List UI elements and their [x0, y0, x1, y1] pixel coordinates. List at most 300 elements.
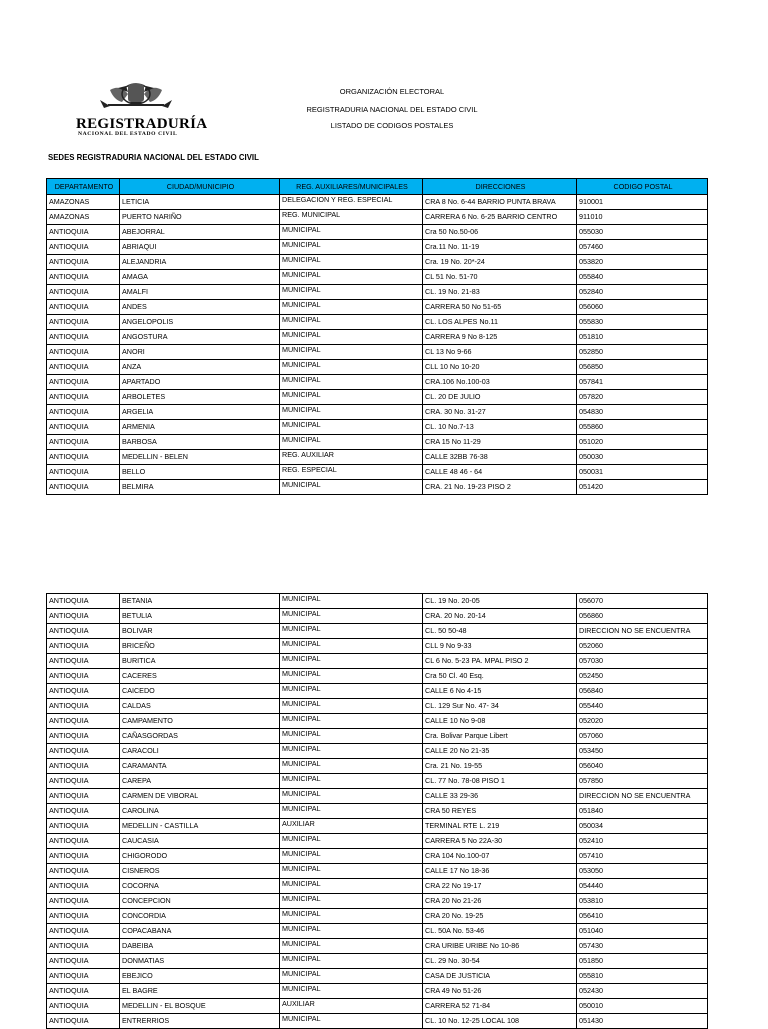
cell-departamento: ANTIOQUIA	[47, 669, 120, 684]
cell-direccion: Cra. Bolivar Parque Libert	[423, 729, 577, 744]
cell-registro: MUNICIPAL	[280, 240, 423, 255]
cell-registro: MUNICIPAL	[280, 684, 423, 699]
cell-departamento: ANTIOQUIA	[47, 924, 120, 939]
table-row	[47, 345, 708, 360]
cell-registro: MUNICIPAL	[280, 300, 423, 315]
cell-ciudad: ARBOLETES	[120, 390, 280, 405]
table-row	[47, 195, 708, 210]
table-row	[47, 330, 708, 345]
table-row	[47, 420, 708, 435]
cell-registro: REG. ESPECIAL	[280, 465, 423, 480]
cell-ciudad: PUERTO NARIÑO	[120, 210, 280, 225]
cell-departamento: ANTIOQUIA	[47, 285, 120, 300]
table-row	[47, 774, 708, 789]
cell-codigo-postal: 054440	[577, 879, 708, 894]
cell-ciudad: ARGELIA	[120, 405, 280, 420]
cell-direccion: CALLE 20 No 21-35	[423, 744, 577, 759]
header-codigo-postal: CODIGO POSTAL	[577, 179, 708, 195]
cell-direccion: CARRERA 52 71-84	[423, 999, 577, 1014]
cell-departamento: ANTIOQUIA	[47, 345, 120, 360]
table-row	[47, 594, 708, 609]
cell-departamento: ANTIOQUIA	[47, 819, 120, 834]
cell-codigo-postal: 056860	[577, 609, 708, 624]
table-row	[47, 300, 708, 315]
cell-ciudad: ANGELOPOLIS	[120, 315, 280, 330]
table-row	[47, 684, 708, 699]
table-row	[47, 609, 708, 624]
cell-codigo-postal: 052020	[577, 714, 708, 729]
cell-ciudad: ALEJANDRIA	[120, 255, 280, 270]
cell-ciudad: CALDAS	[120, 699, 280, 714]
cell-direccion: CRA 20 No. 19-25	[423, 909, 577, 924]
table-row	[47, 984, 708, 999]
cell-departamento: ANTIOQUIA	[47, 744, 120, 759]
cell-ciudad: CAICEDO	[120, 684, 280, 699]
cell-ciudad: AMAGA	[120, 270, 280, 285]
cell-ciudad: CAÑASGORDAS	[120, 729, 280, 744]
cell-codigo-postal: 911010	[577, 210, 708, 225]
cell-ciudad: ARMENIA	[120, 420, 280, 435]
table-row	[47, 729, 708, 744]
cell-registro: MUNICIPAL	[280, 789, 423, 804]
table-row	[47, 759, 708, 774]
cell-departamento: ANTIOQUIA	[47, 360, 120, 375]
table-row	[47, 270, 708, 285]
table-row	[47, 255, 708, 270]
cell-ciudad: ABEJORRAL	[120, 225, 280, 240]
cell-direccion: CRA. 21 No. 19-23 PISO 2	[423, 480, 577, 495]
cell-direccion: CALLE 6 No 4-15	[423, 684, 577, 699]
cell-direccion: CL. 129 Sur No. 47- 34	[423, 699, 577, 714]
cell-direccion: CL 51 No. 51-70	[423, 270, 577, 285]
cell-codigo-postal: 056060	[577, 300, 708, 315]
cell-registro: MUNICIPAL	[280, 864, 423, 879]
cell-departamento: ANTIOQUIA	[47, 999, 120, 1014]
cell-codigo-postal: DIRECCION NO SE ENCUENTRA	[577, 789, 708, 804]
cell-direccion: CRA 50 REYES	[423, 804, 577, 819]
cell-ciudad: AMALFI	[120, 285, 280, 300]
table-row	[47, 315, 708, 330]
cell-codigo-postal: 057430	[577, 939, 708, 954]
table-row	[47, 285, 708, 300]
cell-registro: MUNICIPAL	[280, 420, 423, 435]
cell-departamento: ANTIOQUIA	[47, 465, 120, 480]
table-row	[47, 834, 708, 849]
cell-registro: MUNICIPAL	[280, 1014, 423, 1029]
cell-registro: MUNICIPAL	[280, 774, 423, 789]
cell-codigo-postal: 051810	[577, 330, 708, 345]
cell-direccion: CL. LOS ALPES No.11	[423, 315, 577, 330]
cell-codigo-postal: DIRECCION NO SE ENCUENTRA	[577, 624, 708, 639]
cell-departamento: ANTIOQUIA	[47, 480, 120, 495]
table-row	[47, 879, 708, 894]
cell-ciudad: MEDELLIN - CASTILLA	[120, 819, 280, 834]
cell-codigo-postal: 055030	[577, 225, 708, 240]
cell-ciudad: CACERES	[120, 669, 280, 684]
logo-subtext: NACIONAL DEL ESTADO CIVIL	[78, 131, 178, 137]
cell-registro: MUNICIPAL	[280, 894, 423, 909]
cell-registro: MUNICIPAL	[280, 744, 423, 759]
cell-registro: MUNICIPAL	[280, 609, 423, 624]
cell-codigo-postal: 052850	[577, 345, 708, 360]
table-row	[47, 450, 708, 465]
cell-codigo-postal: 055440	[577, 699, 708, 714]
cell-registro: MUNICIPAL	[280, 270, 423, 285]
cell-registro: MUNICIPAL	[280, 939, 423, 954]
table-row	[47, 375, 708, 390]
table-row	[47, 939, 708, 954]
table-row	[47, 714, 708, 729]
cell-codigo-postal: 055830	[577, 315, 708, 330]
cell-departamento: ANTIOQUIA	[47, 330, 120, 345]
cell-registro: MUNICIPAL	[280, 849, 423, 864]
cell-direccion: CL. 10 No.7-13	[423, 420, 577, 435]
table-row	[47, 1014, 708, 1029]
cell-direccion: CASA DE JUSTICIA	[423, 969, 577, 984]
cell-direccion: CALLE 10 No 9-08	[423, 714, 577, 729]
cell-direccion: CL. 10 No. 12-25 LOCAL 108	[423, 1014, 577, 1029]
cell-registro: MUNICIPAL	[280, 594, 423, 609]
cell-ciudad: APARTADO	[120, 375, 280, 390]
cell-codigo-postal: 057060	[577, 729, 708, 744]
cell-ciudad: CAMPAMENTO	[120, 714, 280, 729]
cell-direccion: CARRERA 6 No. 6-25 BARRIO CENTRO	[423, 210, 577, 225]
cell-codigo-postal: 053050	[577, 864, 708, 879]
cell-registro: MUNICIPAL	[280, 345, 423, 360]
cell-departamento: ANTIOQUIA	[47, 375, 120, 390]
cell-codigo-postal: 056410	[577, 909, 708, 924]
cell-ciudad: ANDES	[120, 300, 280, 315]
table-row	[47, 744, 708, 759]
cell-departamento: ANTIOQUIA	[47, 225, 120, 240]
cell-departamento: ANTIOQUIA	[47, 969, 120, 984]
cell-departamento: ANTIOQUIA	[47, 729, 120, 744]
cell-direccion: CALLE 48 46 - 64	[423, 465, 577, 480]
cell-departamento: ANTIOQUIA	[47, 1014, 120, 1029]
cell-codigo-postal: 051840	[577, 804, 708, 819]
cell-departamento: ANTIOQUIA	[47, 300, 120, 315]
cell-codigo-postal: 053820	[577, 255, 708, 270]
table-row	[47, 210, 708, 225]
cell-registro: MUNICIPAL	[280, 699, 423, 714]
cell-codigo-postal: 052430	[577, 984, 708, 999]
cell-registro: MUNICIPAL	[280, 759, 423, 774]
table-row	[47, 624, 708, 639]
cell-registro: MUNICIPAL	[280, 375, 423, 390]
cell-codigo-postal: 050010	[577, 999, 708, 1014]
cell-direccion: CRA 104 No.100-07	[423, 849, 577, 864]
cell-direccion: CRA 22 No 19-17	[423, 879, 577, 894]
cell-ciudad: BRICEÑO	[120, 639, 280, 654]
cell-registro: MUNICIPAL	[280, 435, 423, 450]
cell-registro: MUNICIPAL	[280, 804, 423, 819]
cell-departamento: ANTIOQUIA	[47, 609, 120, 624]
cell-departamento: ANTIOQUIA	[47, 390, 120, 405]
cell-registro: DELEGACION Y REG. ESPECIAL	[280, 195, 423, 210]
cell-registro: AUXILIAR	[280, 999, 423, 1014]
cell-departamento: ANTIOQUIA	[47, 684, 120, 699]
cell-ciudad: CAREPA	[120, 774, 280, 789]
cell-direccion: CRA.106 No.100-03	[423, 375, 577, 390]
cell-ciudad: BETULIA	[120, 609, 280, 624]
cell-codigo-postal: 055860	[577, 420, 708, 435]
cell-ciudad: COCORNA	[120, 879, 280, 894]
cell-departamento: ANTIOQUIA	[47, 315, 120, 330]
cell-registro: MUNICIPAL	[280, 984, 423, 999]
table-header-row	[47, 179, 708, 195]
cell-codigo-postal: 052840	[577, 285, 708, 300]
cell-ciudad: MEDELLIN - BELEN	[120, 450, 280, 465]
cell-direccion: CL 6 No. 5-23 PA. MPAL PISO 2	[423, 654, 577, 669]
cell-registro: MUNICIPAL	[280, 480, 423, 495]
cell-direccion: CLL 10 No 10-20	[423, 360, 577, 375]
cell-departamento: ANTIOQUIA	[47, 255, 120, 270]
cell-departamento: ANTIOQUIA	[47, 435, 120, 450]
cell-ciudad: ABRIAQUI	[120, 240, 280, 255]
cell-departamento: ANTIOQUIA	[47, 594, 120, 609]
cell-departamento: ANTIOQUIA	[47, 714, 120, 729]
table-row	[47, 669, 708, 684]
cell-departamento: ANTIOQUIA	[47, 894, 120, 909]
cell-departamento: ANTIOQUIA	[47, 759, 120, 774]
cell-departamento: ANTIOQUIA	[47, 909, 120, 924]
document-title: SEDES REGISTRADURIA NACIONAL DEL ESTADO CIVIL	[48, 152, 259, 162]
cell-direccion: CARRERA 9 No 8-125	[423, 330, 577, 345]
cell-codigo-postal: 051420	[577, 480, 708, 495]
cell-ciudad: MEDELLIN - EL BOSQUE	[120, 999, 280, 1014]
cell-registro: MUNICIPAL	[280, 330, 423, 345]
table-row	[47, 360, 708, 375]
cell-departamento: ANTIOQUIA	[47, 939, 120, 954]
table-row	[47, 954, 708, 969]
cell-registro: MUNICIPAL	[280, 954, 423, 969]
cell-registro: MUNICIPAL	[280, 405, 423, 420]
cell-ciudad: CAUCASIA	[120, 834, 280, 849]
cell-codigo-postal: 056850	[577, 360, 708, 375]
cell-direccion: CL. 19 No. 21-83	[423, 285, 577, 300]
cell-registro: MUNICIPAL	[280, 714, 423, 729]
cell-direccion: CL. 50A No. 53-46	[423, 924, 577, 939]
cell-registro: MUNICIPAL	[280, 654, 423, 669]
table-row	[47, 480, 708, 495]
header-ciudad: CIUDAD/MUNICIPIO	[120, 179, 280, 195]
cell-codigo-postal: 053810	[577, 894, 708, 909]
cell-ciudad: BELLO	[120, 465, 280, 480]
cell-departamento: ANTIOQUIA	[47, 405, 120, 420]
cell-ciudad: COPACABANA	[120, 924, 280, 939]
cell-codigo-postal: 056840	[577, 684, 708, 699]
table-row	[47, 804, 708, 819]
cell-codigo-postal: 051040	[577, 924, 708, 939]
cell-ciudad: ANGOSTURA	[120, 330, 280, 345]
cell-registro: MUNICIPAL	[280, 390, 423, 405]
cell-direccion: CALLE 17 No 18-36	[423, 864, 577, 879]
cell-codigo-postal: 057410	[577, 849, 708, 864]
cell-direccion: Cra. 19 No. 20*-24	[423, 255, 577, 270]
cell-codigo-postal: 057460	[577, 240, 708, 255]
table-row	[47, 969, 708, 984]
cell-direccion: CL. 20 DE JULIO	[423, 390, 577, 405]
cell-ciudad: DABEIBA	[120, 939, 280, 954]
table-row	[47, 819, 708, 834]
cell-ciudad: CARMEN DE VIBORAL	[120, 789, 280, 804]
cell-registro: MUNICIPAL	[280, 285, 423, 300]
cell-direccion: CALLE 32BB 76-38	[423, 450, 577, 465]
cell-codigo-postal: 057841	[577, 375, 708, 390]
cell-direccion: Cra. 21 No. 19-55	[423, 759, 577, 774]
cell-registro: MUNICIPAL	[280, 624, 423, 639]
cell-direccion: CALLE 33 29-36	[423, 789, 577, 804]
cell-direccion: CRA. 30 No. 31-27	[423, 405, 577, 420]
cell-codigo-postal: 055840	[577, 270, 708, 285]
cell-ciudad: DONMATIAS	[120, 954, 280, 969]
cell-departamento: ANTIOQUIA	[47, 639, 120, 654]
cell-codigo-postal: 052060	[577, 639, 708, 654]
cell-departamento: ANTIOQUIA	[47, 270, 120, 285]
cell-departamento: ANTIOQUIA	[47, 879, 120, 894]
table-row	[47, 999, 708, 1014]
table-row	[47, 390, 708, 405]
cell-direccion: CRA 8 No. 6-44 BARRIO PUNTA BRAVA	[423, 195, 577, 210]
table-row	[47, 465, 708, 480]
cell-ciudad: LETICIA	[120, 195, 280, 210]
cell-direccion: CRA 49 No 51-26	[423, 984, 577, 999]
cell-ciudad: ENTRERRIOS	[120, 1014, 280, 1029]
cell-direccion: CLL 9 No 9-33	[423, 639, 577, 654]
table-row	[47, 240, 708, 255]
header-line-2: REGISTRADURIA NACIONAL DEL ESTADO CIVIL	[306, 105, 478, 114]
header-departamento: DEPARTAMENTO	[47, 179, 120, 195]
cell-ciudad: CHIGORODO	[120, 849, 280, 864]
cell-codigo-postal: 050034	[577, 819, 708, 834]
table-row	[47, 849, 708, 864]
cell-departamento: ANTIOQUIA	[47, 699, 120, 714]
cell-direccion: CRA 15 No 11-29	[423, 435, 577, 450]
cell-direccion: CRA URIBE URIBE No 10-86	[423, 939, 577, 954]
cell-ciudad: ANZA	[120, 360, 280, 375]
table-row	[47, 435, 708, 450]
logo-text: REGISTRADURÍA	[76, 116, 208, 132]
table-row	[47, 225, 708, 240]
cell-ciudad: CONCORDIA	[120, 909, 280, 924]
cell-registro: MUNICIPAL	[280, 909, 423, 924]
cell-ciudad: EBEJICO	[120, 969, 280, 984]
cell-departamento: AMAZONAS	[47, 195, 120, 210]
cell-departamento: ANTIOQUIA	[47, 984, 120, 999]
cell-ciudad: CARACOLI	[120, 744, 280, 759]
cell-codigo-postal: 051020	[577, 435, 708, 450]
cell-direccion: CRA. 20 No. 20-14	[423, 609, 577, 624]
cell-codigo-postal: 054830	[577, 405, 708, 420]
cell-codigo-postal: 910001	[577, 195, 708, 210]
cell-departamento: ANTIOQUIA	[47, 240, 120, 255]
cell-registro: MUNICIPAL	[280, 255, 423, 270]
cell-direccion: CARRERA 50 No 51-65	[423, 300, 577, 315]
cell-registro: AUXILIAR	[280, 819, 423, 834]
table-row	[47, 909, 708, 924]
cell-departamento: ANTIOQUIA	[47, 774, 120, 789]
table-row	[47, 864, 708, 879]
cell-direccion: CL. 50 50-48	[423, 624, 577, 639]
table-row	[47, 405, 708, 420]
cell-ciudad: CONCEPCION	[120, 894, 280, 909]
cell-registro: MUNICIPAL	[280, 729, 423, 744]
cell-departamento: ANTIOQUIA	[47, 789, 120, 804]
cell-registro: REG. AUXILIAR	[280, 450, 423, 465]
cell-registro: MUNICIPAL	[280, 924, 423, 939]
cell-registro: MUNICIPAL	[280, 225, 423, 240]
cell-registro: MUNICIPAL	[280, 360, 423, 375]
cell-direccion: CARRERA 5 No 22A-30	[423, 834, 577, 849]
postal-codes-table-1	[46, 178, 708, 495]
cell-codigo-postal: 057820	[577, 390, 708, 405]
cell-registro: MUNICIPAL	[280, 315, 423, 330]
cell-codigo-postal: 051430	[577, 1014, 708, 1029]
cell-direccion: Cra 50 No.50-06	[423, 225, 577, 240]
table-row	[47, 639, 708, 654]
cell-ciudad: BURITICA	[120, 654, 280, 669]
cell-codigo-postal: 057030	[577, 654, 708, 669]
cell-departamento: ANTIOQUIA	[47, 834, 120, 849]
cell-registro: MUNICIPAL	[280, 879, 423, 894]
cell-direccion: TERMINAL RTE L. 219	[423, 819, 577, 834]
cell-departamento: ANTIOQUIA	[47, 420, 120, 435]
cell-codigo-postal: 052410	[577, 834, 708, 849]
cell-direccion: Cra.11 No. 11-19	[423, 240, 577, 255]
cell-codigo-postal: 051850	[577, 954, 708, 969]
cell-departamento: ANTIOQUIA	[47, 450, 120, 465]
cell-ciudad: EL BAGRE	[120, 984, 280, 999]
cell-codigo-postal: 050031	[577, 465, 708, 480]
cell-direccion: CL. 29 No. 30-54	[423, 954, 577, 969]
cell-codigo-postal: 050030	[577, 450, 708, 465]
table-row	[47, 654, 708, 669]
cell-departamento: ANTIOQUIA	[47, 954, 120, 969]
cell-codigo-postal: 056040	[577, 759, 708, 774]
postal-codes-table-2	[46, 593, 708, 1029]
table-row	[47, 894, 708, 909]
cell-registro: MUNICIPAL	[280, 669, 423, 684]
table-row	[47, 924, 708, 939]
cell-registro: REG. MUNICIPAL	[280, 210, 423, 225]
cell-ciudad: CAROLINA	[120, 804, 280, 819]
header-registro: REG. AUXILIARES/MUNICIPALES	[280, 179, 423, 195]
cell-ciudad: BARBOSA	[120, 435, 280, 450]
cell-direccion: CL. 19 No. 20-05	[423, 594, 577, 609]
cell-departamento: AMAZONAS	[47, 210, 120, 225]
cell-registro: MUNICIPAL	[280, 639, 423, 654]
table-row	[47, 699, 708, 714]
cell-direccion: Cra 50 Cl. 40 Esq.	[423, 669, 577, 684]
header-line-1: ORGANIZACIÓN ELECTORAL	[339, 87, 445, 96]
cell-departamento: ANTIOQUIA	[47, 624, 120, 639]
cell-codigo-postal: 052450	[577, 669, 708, 684]
cell-direccion: CL. 77 No. 78-08 PISO 1	[423, 774, 577, 789]
cell-registro: MUNICIPAL	[280, 834, 423, 849]
cell-codigo-postal: 056070	[577, 594, 708, 609]
cell-departamento: ANTIOQUIA	[47, 849, 120, 864]
cell-ciudad: BELMIRA	[120, 480, 280, 495]
cell-departamento: ANTIOQUIA	[47, 804, 120, 819]
cell-departamento: ANTIOQUIA	[47, 654, 120, 669]
cell-codigo-postal: 057850	[577, 774, 708, 789]
table-row	[47, 789, 708, 804]
cell-departamento: ANTIOQUIA	[47, 864, 120, 879]
header-line-3: LISTADO DE CODIGOS POSTALES	[330, 121, 454, 130]
cell-direccion: CL 13 No 9-66	[423, 345, 577, 360]
cell-registro: MUNICIPAL	[280, 969, 423, 984]
cell-ciudad: BOLIVAR	[120, 624, 280, 639]
